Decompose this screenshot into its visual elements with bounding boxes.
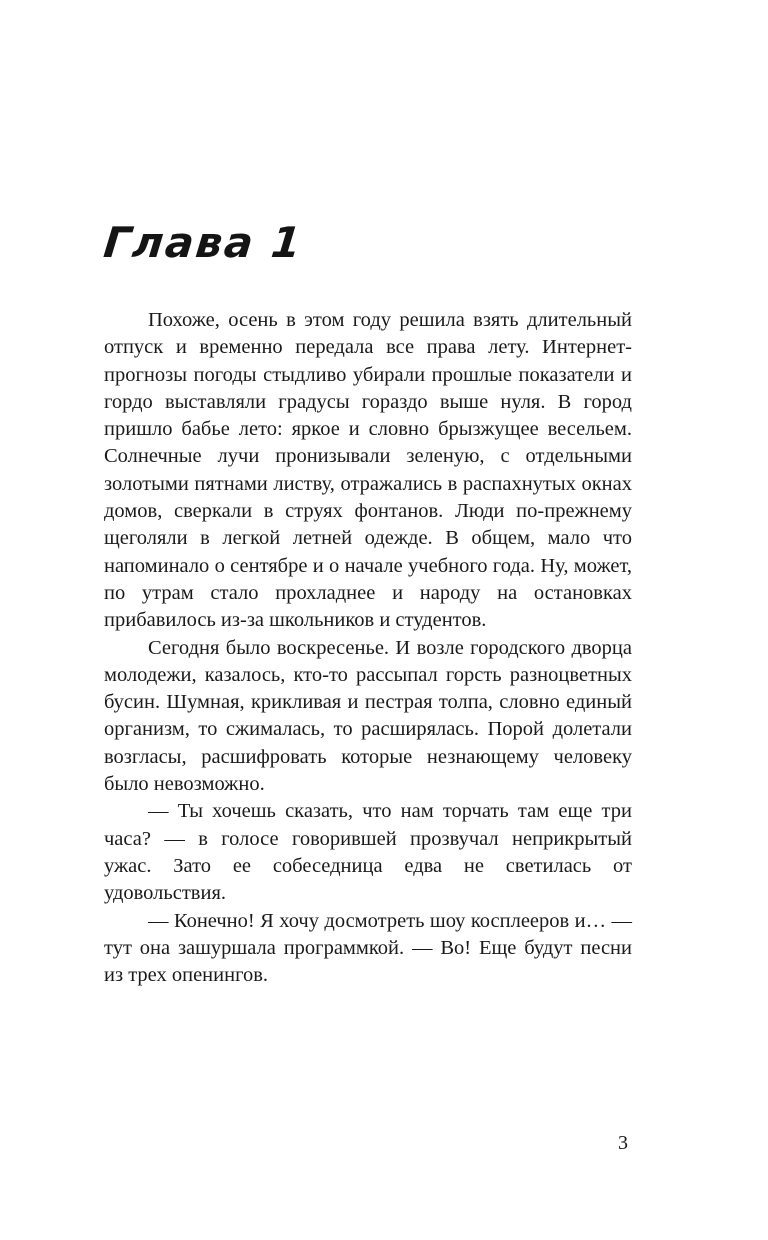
paragraph: — Конечно! Я хочу досмотреть шоу косплееров и… — тут она зашуршала программкой. — Во! Еще будут песни из трех опенингов. <box>104 909 632 987</box>
paragraph: — Ты хочешь сказать, что нам торчать там еще три часа? — в голосе говорившей прозвучал неприкрытый ужас. Зато ее собеседница едва не светилась от удовольствия. <box>104 800 632 905</box>
chapter-title: Глава 1 <box>101 218 306 267</box>
chapter-body <box>104 307 632 989</box>
page-number: 3 <box>618 1132 628 1154</box>
paragraph: Похоже, осень в этом году решила взять длительный отпуск и временно передала все права лету. Интернет-прогнозы погоды стыдливо убирали прошлые показатели и гордо выставляли градусы гораздо выше нуля. В город пришло бабье лето: яркое и словно брызжущее весельем. Солнечные лучи пронизывали зеленую, с отдельными золотыми пятнами листву, отражались в распахнутых окнах домов, сверкали в струях фонтанов. Люди по-прежнему щеголяли в легкой летней одежде. В общем, мало что напоминало о сентябре и о начале учебного года. Ну, может, по утрам стало прохладнее и народу на остановках прибавилось из-за школьников и студентов. <box>104 309 632 632</box>
paragraph: Сегодня было воскресенье. И возле городского дворца молодежи, казалось, кто-то рассыпал горсть разноцветных бусин. Шумная, крикливая и пестрая толпа, словно единый организм, то сжималась, то расширялась. Порой долетали возгласы, расшифровать которые незнающему человеку было невозможно. <box>104 636 632 796</box>
